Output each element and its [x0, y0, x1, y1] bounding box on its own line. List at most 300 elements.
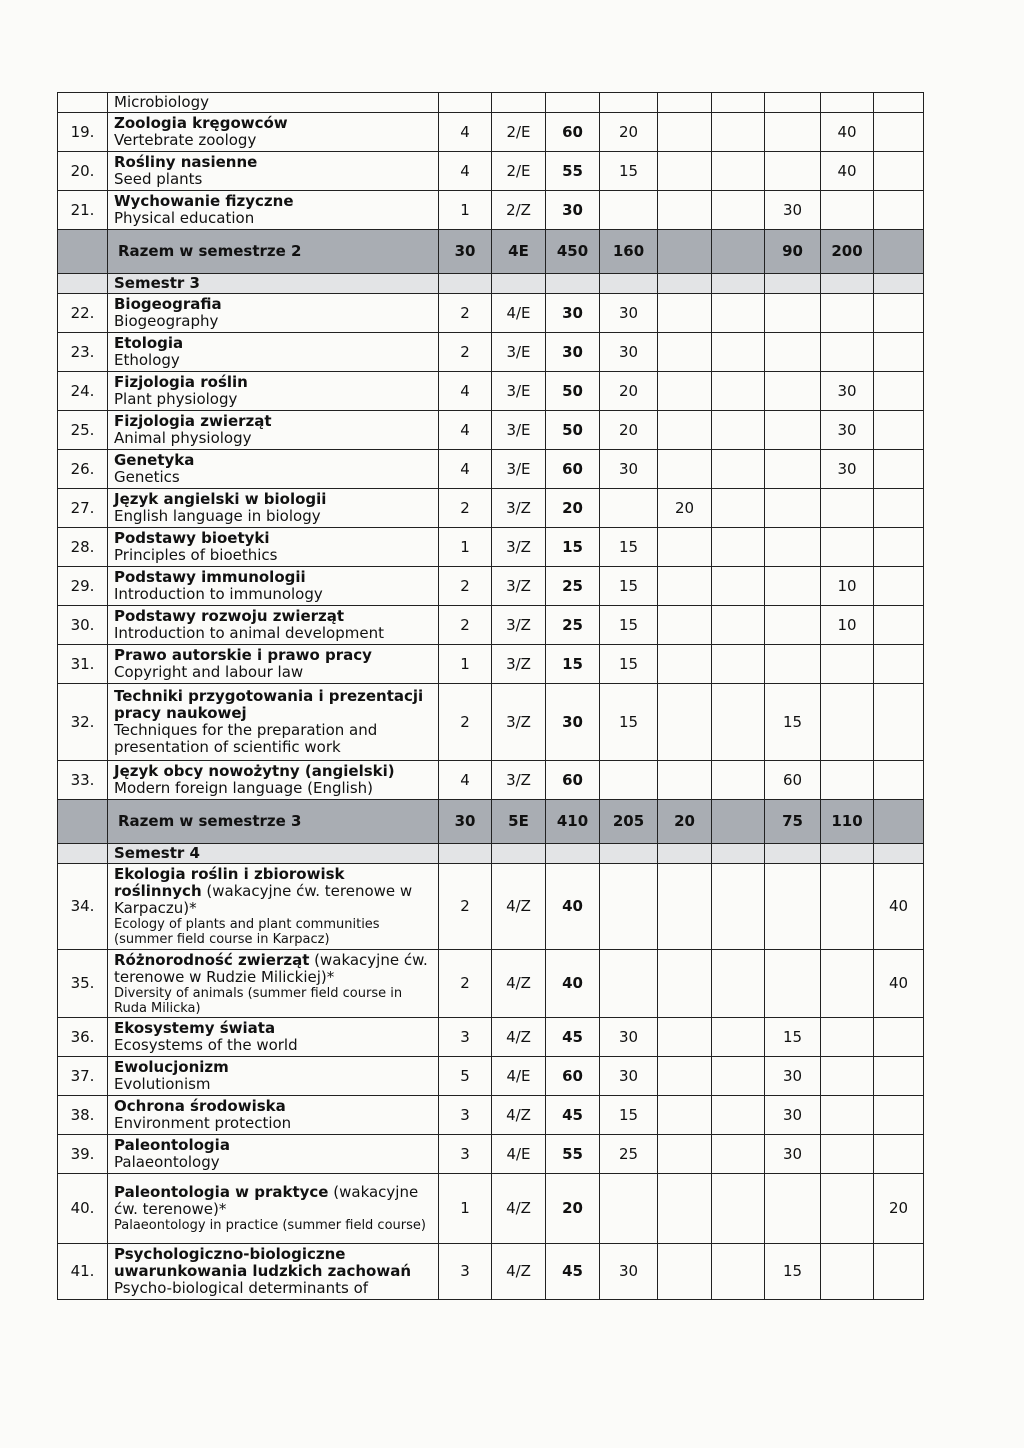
- course-value-cell: [874, 113, 924, 152]
- course-number: 23.: [58, 333, 108, 372]
- course-value-cell: 20: [600, 113, 658, 152]
- course-name-en: Principles of bioethics: [114, 546, 278, 564]
- course-value-cell: [821, 950, 874, 1018]
- course-number: 39.: [58, 1135, 108, 1174]
- course-value-cell: 4: [439, 411, 492, 450]
- course-value-cell: [765, 450, 821, 489]
- course-value-cell: [658, 450, 712, 489]
- course-value-cell: [874, 761, 924, 800]
- course-value-cell: [658, 411, 712, 450]
- course-row: [58, 191, 924, 230]
- course-name-pl: [114, 1059, 434, 1076]
- course-value-cell: 20: [546, 1174, 600, 1244]
- course-name-en: Introduction to animal development: [114, 624, 384, 642]
- course-name-cell: [108, 864, 439, 950]
- course-name-en: Physical education: [114, 209, 255, 227]
- course-value-cell: 15: [546, 528, 600, 567]
- course-value-cell: [874, 528, 924, 567]
- course-name-cell: [108, 152, 439, 191]
- course-number: 29.: [58, 567, 108, 606]
- semester-total-value: 200: [821, 230, 874, 274]
- course-name-en: Microbiology: [114, 93, 209, 111]
- course-value-cell: [712, 864, 765, 950]
- course-name-pl-text: Fizjologia roślin: [114, 373, 248, 391]
- semester-total-value: 75: [765, 800, 821, 844]
- course-value-cell: [439, 93, 492, 113]
- course-value-cell: [600, 864, 658, 950]
- course-number: 32.: [58, 684, 108, 761]
- course-name-cell: [108, 950, 439, 1018]
- course-value-cell: 55: [546, 1135, 600, 1174]
- course-value-cell: [821, 333, 874, 372]
- course-value-cell: 45: [546, 1096, 600, 1135]
- course-name-pl: [114, 569, 434, 586]
- course-name-en: Genetics: [114, 468, 180, 486]
- course-name-en: Plant physiology: [114, 390, 238, 408]
- course-value-cell: [712, 645, 765, 684]
- semester-header-cell: [492, 274, 546, 294]
- course-value-cell: 15: [765, 1018, 821, 1057]
- semester-total-value: [658, 230, 712, 274]
- course-value-cell: 4: [439, 372, 492, 411]
- course-name-en: Psycho-biological determinants of: [114, 1279, 369, 1297]
- course-value-cell: [658, 761, 712, 800]
- course-value-cell: 30: [546, 191, 600, 230]
- course-row: [58, 684, 924, 761]
- course-value-cell: [658, 864, 712, 950]
- course-name-pl: [114, 1184, 434, 1218]
- course-name-en: Vertebrate zoology: [114, 131, 257, 149]
- course-row: [58, 93, 924, 113]
- course-value-cell: [765, 372, 821, 411]
- semester-header-no-cell: [58, 274, 108, 294]
- course-value-cell: [821, 294, 874, 333]
- course-value-cell: [658, 191, 712, 230]
- course-value-cell: 4: [439, 152, 492, 191]
- course-value-cell: [765, 294, 821, 333]
- course-name-pl-note: (wakacyjne ćw. terenowe w Rudzie Milickiej)*: [114, 950, 428, 986]
- course-name-pl-note: (wakacyjne ćw. terenowe)*: [114, 1183, 419, 1218]
- course-value-cell: 30: [600, 294, 658, 333]
- course-number: 19.: [58, 113, 108, 152]
- course-name-pl: [114, 1098, 434, 1115]
- course-value-cell: 4/Z: [492, 1244, 546, 1300]
- course-value-cell: [821, 1244, 874, 1300]
- course-value-cell: [600, 93, 658, 113]
- course-value-cell: [712, 1244, 765, 1300]
- course-value-cell: 60: [546, 761, 600, 800]
- course-number: 22.: [58, 294, 108, 333]
- course-value-cell: 30: [600, 450, 658, 489]
- course-value-cell: 4: [439, 113, 492, 152]
- course-value-cell: [874, 333, 924, 372]
- course-value-cell: 45: [546, 1018, 600, 1057]
- course-value-cell: 15: [600, 684, 658, 761]
- course-value-cell: 60: [546, 450, 600, 489]
- course-value-cell: [874, 372, 924, 411]
- semester-header-cell: [546, 274, 600, 294]
- semester-header-cell: [658, 274, 712, 294]
- course-value-cell: [765, 113, 821, 152]
- semester-header-row: [58, 844, 924, 864]
- course-name-en: Animal physiology: [114, 429, 252, 447]
- course-name-cell: [108, 450, 439, 489]
- course-value-cell: [658, 333, 712, 372]
- course-name-cell: [108, 1135, 439, 1174]
- course-name-cell: [108, 1018, 439, 1057]
- course-value-cell: [765, 333, 821, 372]
- course-name-cell: [108, 567, 439, 606]
- course-name-pl-text: Ewolucjonizm: [114, 1058, 229, 1076]
- course-value-cell: 3/Z: [492, 606, 546, 645]
- course-row: [58, 489, 924, 528]
- course-number: 30.: [58, 606, 108, 645]
- course-value-cell: [658, 528, 712, 567]
- semester-header-no-cell: [58, 844, 108, 864]
- course-value-cell: [712, 489, 765, 528]
- course-value-cell: 40: [874, 864, 924, 950]
- course-value-cell: [821, 1057, 874, 1096]
- semester-header-cell: [600, 844, 658, 864]
- course-value-cell: 3/E: [492, 333, 546, 372]
- course-name-cell: [108, 645, 439, 684]
- course-value-cell: 15: [600, 606, 658, 645]
- course-row: [58, 1057, 924, 1096]
- course-row: [58, 1174, 924, 1244]
- course-name-en: Palaeontology in practice (summer field course): [114, 1218, 426, 1233]
- semester-total-row: [58, 230, 924, 274]
- course-value-cell: [712, 950, 765, 1018]
- course-value-cell: 30: [821, 411, 874, 450]
- course-value-cell: [874, 294, 924, 333]
- course-value-cell: [765, 1174, 821, 1244]
- course-name-en: Evolutionism: [114, 1075, 211, 1093]
- course-value-cell: 3/Z: [492, 528, 546, 567]
- semester-header-label: Semestr 3: [108, 274, 439, 294]
- course-value-cell: 30: [821, 450, 874, 489]
- course-name-en: English language in biology: [114, 507, 321, 525]
- course-value-cell: [765, 567, 821, 606]
- course-value-cell: 30: [546, 294, 600, 333]
- course-name-cell: [108, 113, 439, 152]
- course-name-pl: [114, 296, 434, 313]
- semester-header-cell: [765, 844, 821, 864]
- course-value-cell: [712, 372, 765, 411]
- course-value-cell: 50: [546, 411, 600, 450]
- course-value-cell: [821, 761, 874, 800]
- course-value-cell: 10: [821, 606, 874, 645]
- course-value-cell: [658, 1057, 712, 1096]
- course-value-cell: 40: [546, 950, 600, 1018]
- course-value-cell: 30: [765, 1057, 821, 1096]
- course-value-cell: [712, 528, 765, 567]
- course-value-cell: [658, 372, 712, 411]
- course-name-en: Ecosystems of the world: [114, 1036, 298, 1054]
- course-name-pl-text: Paleontologia w praktyce: [114, 1183, 329, 1201]
- course-value-cell: 2: [439, 606, 492, 645]
- course-value-cell: 2/Z: [492, 191, 546, 230]
- course-value-cell: [874, 684, 924, 761]
- course-name-cell: [108, 191, 439, 230]
- course-name-pl: [114, 1020, 434, 1037]
- semester-total-value: 205: [600, 800, 658, 844]
- course-value-cell: [765, 645, 821, 684]
- course-name-pl-text: Podstawy rozwoju zwierząt: [114, 607, 345, 625]
- course-name-pl: [114, 647, 434, 664]
- course-value-cell: [821, 1096, 874, 1135]
- course-name-cell: [108, 372, 439, 411]
- course-value-cell: 30: [765, 1135, 821, 1174]
- course-name-pl: [114, 1137, 434, 1154]
- semester-header-row: [58, 274, 924, 294]
- course-name-pl-text: Ekosystemy świata: [114, 1019, 276, 1037]
- course-value-cell: [765, 528, 821, 567]
- course-value-cell: 20: [658, 489, 712, 528]
- course-name-cell: [108, 1057, 439, 1096]
- course-value-cell: 40: [821, 152, 874, 191]
- course-value-cell: [712, 1135, 765, 1174]
- course-name-pl: [114, 952, 434, 986]
- course-value-cell: [658, 1244, 712, 1300]
- course-name-pl-text: Język angielski w biologii: [114, 490, 327, 508]
- course-value-cell: [765, 489, 821, 528]
- course-value-cell: 60: [765, 761, 821, 800]
- semester-header-label: Semestr 4: [108, 844, 439, 864]
- course-value-cell: 2/E: [492, 152, 546, 191]
- course-value-cell: 2: [439, 684, 492, 761]
- semester-total-label: Razem w semestrze 2: [108, 230, 439, 274]
- course-value-cell: [658, 950, 712, 1018]
- course-number: 24.: [58, 372, 108, 411]
- course-value-cell: [658, 1174, 712, 1244]
- course-value-cell: 20: [600, 411, 658, 450]
- course-value-cell: 2: [439, 864, 492, 950]
- course-number: 21.: [58, 191, 108, 230]
- semester-header-cell: [546, 844, 600, 864]
- course-value-cell: [600, 1174, 658, 1244]
- course-name-pl: [114, 763, 434, 780]
- course-name-en: Biogeography: [114, 312, 219, 330]
- course-value-cell: [874, 152, 924, 191]
- course-name-cell: [108, 411, 439, 450]
- course-name-cell: [108, 1244, 439, 1300]
- course-value-cell: 3/E: [492, 450, 546, 489]
- course-row: [58, 645, 924, 684]
- course-value-cell: 30: [765, 191, 821, 230]
- course-value-cell: [712, 761, 765, 800]
- course-value-cell: 15: [600, 567, 658, 606]
- course-row: [58, 606, 924, 645]
- course-value-cell: 15: [600, 528, 658, 567]
- semester-header-cell: [492, 844, 546, 864]
- course-value-cell: [658, 567, 712, 606]
- semester-total-row: [58, 800, 924, 844]
- semester-total-value: 30: [439, 230, 492, 274]
- course-row: [58, 152, 924, 191]
- course-number: 31.: [58, 645, 108, 684]
- course-name-pl-text: Podstawy bioetyki: [114, 529, 270, 547]
- course-value-cell: 15: [546, 645, 600, 684]
- course-value-cell: 3/E: [492, 372, 546, 411]
- curriculum-table-body: [58, 93, 924, 1300]
- course-value-cell: 3: [439, 1135, 492, 1174]
- course-row: [58, 567, 924, 606]
- course-value-cell: 20: [600, 372, 658, 411]
- course-name-cell: [108, 528, 439, 567]
- semester-total-label: Razem w semestrze 3: [108, 800, 439, 844]
- semester-total-no-cell: [58, 800, 108, 844]
- course-value-cell: [658, 113, 712, 152]
- course-value-cell: 50: [546, 372, 600, 411]
- course-value-cell: 3/Z: [492, 684, 546, 761]
- course-value-cell: 15: [765, 684, 821, 761]
- course-value-cell: 1: [439, 191, 492, 230]
- course-name-en: Copyright and labour law: [114, 663, 304, 681]
- course-name-pl: [114, 866, 434, 917]
- course-value-cell: 45: [546, 1244, 600, 1300]
- course-value-cell: 20: [874, 1174, 924, 1244]
- course-value-cell: [712, 294, 765, 333]
- course-name-pl-text: Język obcy nowożytny (angielski): [114, 762, 395, 780]
- course-value-cell: 3: [439, 1244, 492, 1300]
- course-row: [58, 294, 924, 333]
- course-value-cell: 3/Z: [492, 567, 546, 606]
- course-row: [58, 372, 924, 411]
- semester-total-value: 30: [439, 800, 492, 844]
- semester-total-value: [874, 230, 924, 274]
- course-value-cell: 25: [546, 606, 600, 645]
- semester-header-cell: [821, 844, 874, 864]
- course-number: 34.: [58, 864, 108, 950]
- course-value-cell: [874, 489, 924, 528]
- course-value-cell: [765, 411, 821, 450]
- course-value-cell: 40: [821, 113, 874, 152]
- course-value-cell: [712, 1018, 765, 1057]
- course-value-cell: 4/Z: [492, 950, 546, 1018]
- course-value-cell: [765, 864, 821, 950]
- course-row: [58, 761, 924, 800]
- course-value-cell: 30: [546, 333, 600, 372]
- course-value-cell: [765, 93, 821, 113]
- course-value-cell: [821, 1174, 874, 1244]
- course-value-cell: [874, 1057, 924, 1096]
- semester-total-value: 5E: [492, 800, 546, 844]
- course-name-pl-text: Etologia: [114, 334, 184, 352]
- course-value-cell: 30: [600, 1018, 658, 1057]
- course-value-cell: [821, 1018, 874, 1057]
- course-value-cell: [874, 645, 924, 684]
- course-name-pl-text: Rośliny nasienne: [114, 153, 258, 171]
- course-value-cell: [712, 1174, 765, 1244]
- course-value-cell: 1: [439, 1174, 492, 1244]
- course-value-cell: 4/Z: [492, 1174, 546, 1244]
- semester-header-cell: [439, 844, 492, 864]
- semester-total-no-cell: [58, 230, 108, 274]
- semester-header-cell: [874, 274, 924, 294]
- semester-total-value: 110: [821, 800, 874, 844]
- course-value-cell: 30: [546, 684, 600, 761]
- course-name-pl: [114, 193, 434, 210]
- course-value-cell: [874, 567, 924, 606]
- course-row: [58, 864, 924, 950]
- course-name-en: Seed plants: [114, 170, 203, 188]
- course-value-cell: [712, 450, 765, 489]
- course-number: 40.: [58, 1174, 108, 1244]
- course-name-cell: [108, 606, 439, 645]
- course-name-pl: [114, 115, 434, 132]
- course-name-pl-text: Genetyka: [114, 451, 195, 469]
- course-name-cell: [108, 489, 439, 528]
- course-value-cell: 55: [546, 152, 600, 191]
- semester-header-cell: [600, 274, 658, 294]
- course-value-cell: 3: [439, 1096, 492, 1135]
- course-value-cell: 4/E: [492, 1135, 546, 1174]
- course-value-cell: 10: [821, 567, 874, 606]
- semester-total-value: [874, 800, 924, 844]
- course-value-cell: [712, 567, 765, 606]
- course-name-pl: [114, 608, 434, 625]
- course-value-cell: [712, 411, 765, 450]
- course-row: [58, 1096, 924, 1135]
- course-value-cell: [874, 1244, 924, 1300]
- semester-total-value: [712, 800, 765, 844]
- semester-header-cell: [658, 844, 712, 864]
- course-value-cell: [712, 93, 765, 113]
- course-value-cell: [821, 645, 874, 684]
- course-number: 28.: [58, 528, 108, 567]
- course-value-cell: [765, 606, 821, 645]
- course-value-cell: [874, 606, 924, 645]
- course-number: 27.: [58, 489, 108, 528]
- course-row: [58, 333, 924, 372]
- course-value-cell: [712, 333, 765, 372]
- course-name-pl-text: Fizjologia zwierząt: [114, 412, 272, 430]
- course-value-cell: [492, 93, 546, 113]
- course-value-cell: [712, 191, 765, 230]
- course-name-pl: [114, 154, 434, 171]
- course-value-cell: 2: [439, 333, 492, 372]
- course-name-en: Modern foreign language (English): [114, 779, 374, 797]
- course-row: [58, 450, 924, 489]
- semester-header-cell: [712, 274, 765, 294]
- course-value-cell: [658, 1018, 712, 1057]
- course-value-cell: [658, 1096, 712, 1135]
- semester-header-cell: [765, 274, 821, 294]
- course-value-cell: 30: [821, 372, 874, 411]
- course-value-cell: [874, 1018, 924, 1057]
- course-value-cell: 15: [765, 1244, 821, 1300]
- course-name-pl-text: Prawo autorskie i prawo pracy: [114, 646, 372, 664]
- course-name-en: Ethology: [114, 351, 180, 369]
- course-value-cell: [546, 93, 600, 113]
- course-name-pl-text: Zoologia kręgowców: [114, 114, 288, 132]
- semester-total-value: 20: [658, 800, 712, 844]
- course-value-cell: [874, 93, 924, 113]
- course-value-cell: 25: [600, 1135, 658, 1174]
- course-value-cell: [658, 294, 712, 333]
- course-value-cell: [874, 450, 924, 489]
- course-value-cell: 4/Z: [492, 864, 546, 950]
- course-value-cell: [712, 152, 765, 191]
- course-value-cell: 25: [546, 567, 600, 606]
- course-name-cell: [108, 684, 439, 761]
- course-name-pl-text: Ochrona środowiska: [114, 1097, 286, 1115]
- course-value-cell: 4: [439, 761, 492, 800]
- course-name-pl-text: Różnorodność zwierząt: [114, 950, 310, 969]
- course-name-en: Diversity of animals (summer field course in Ruda Milicka): [114, 985, 403, 1016]
- course-row: [58, 950, 924, 1018]
- course-name-cell: [108, 1096, 439, 1135]
